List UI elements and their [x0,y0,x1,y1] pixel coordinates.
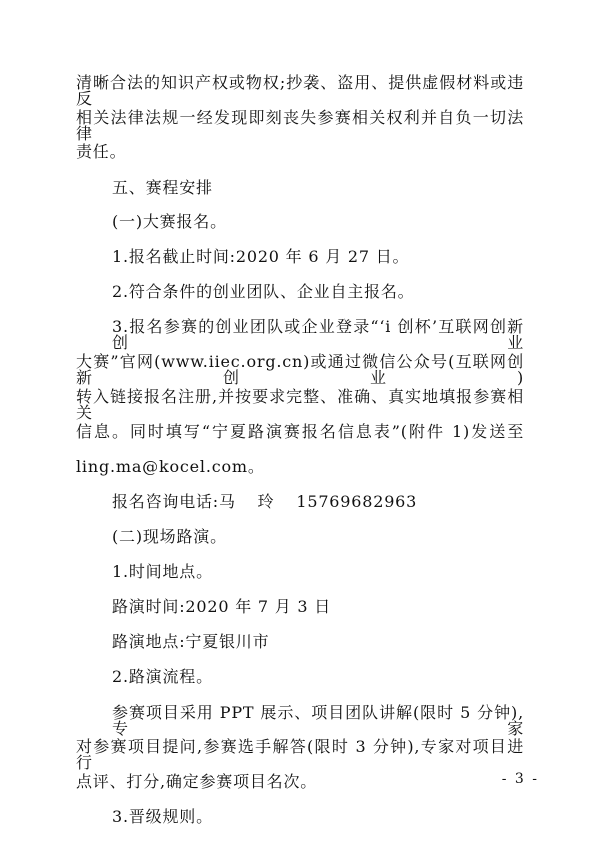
body-line-1: 清晰合法的知识产权或物权;抄袭、盗用、提供虚假材料或违反 [76,73,524,108]
registration-method-line-3: 转入链接报名注册,并按要求完整、准确、真实地填报参赛相关 [76,387,524,422]
subsection-heading-onsite-roadshow: (二)现场路演。 [112,527,227,546]
body-line-3: 责任。 [76,142,127,161]
page-number: - 3 - [501,771,539,787]
subsection-heading-registration: (一)大赛报名。 [112,212,227,231]
promotion-rules-heading: 3.晋级规则。 [112,807,213,826]
registration-email: ling.ma@kocel.com。 [76,457,265,476]
roadshow-process-line-3: 点评、打分,确定参赛项目名次。 [76,772,318,791]
roadshow-time: 路演时间:2020 年 7 月 3 日 [112,597,332,616]
registration-contact-phone: 报名咨询电话:马 玲 15769682963 [112,492,418,511]
body-line-2: 相关法律法规一经发现即刻丧失参赛相关权利并自负一切法律 [76,108,524,143]
registration-method-line-4: 信息。同时填写“宁夏路演赛报名信息表”(附件 1)发送至 [76,422,524,441]
registration-method-line-1: 3.报名参赛的创业团队或企业登录“‘i 创杯’互联网创新创业 [112,317,524,352]
roadshow-process-line-2: 对参赛项目提问,参赛选手解答(限时 3 分钟),专家对项目进行 [76,737,524,772]
roadshow-process-heading: 2.路演流程。 [112,667,213,686]
registration-deadline: 1.报名截止时间:2020 年 6 月 27 日。 [112,247,410,266]
roadshow-process-line-1: 参赛项目采用 PPT 展示、项目团队讲解(限时 5 分钟),专家 [112,703,524,738]
section-heading-schedule: 五、赛程安排 [112,178,213,197]
registration-eligibility: 2.符合条件的创业团队、企业自主报名。 [112,282,415,301]
roadshow-time-location-heading: 1.时间地点。 [112,562,213,581]
roadshow-location: 路演地点:宁夏银川市 [112,632,270,651]
registration-method-line-2: 大赛”官网(www.iiec.org.cn)或通过微信公众号(互联网创新创业) [76,352,524,387]
